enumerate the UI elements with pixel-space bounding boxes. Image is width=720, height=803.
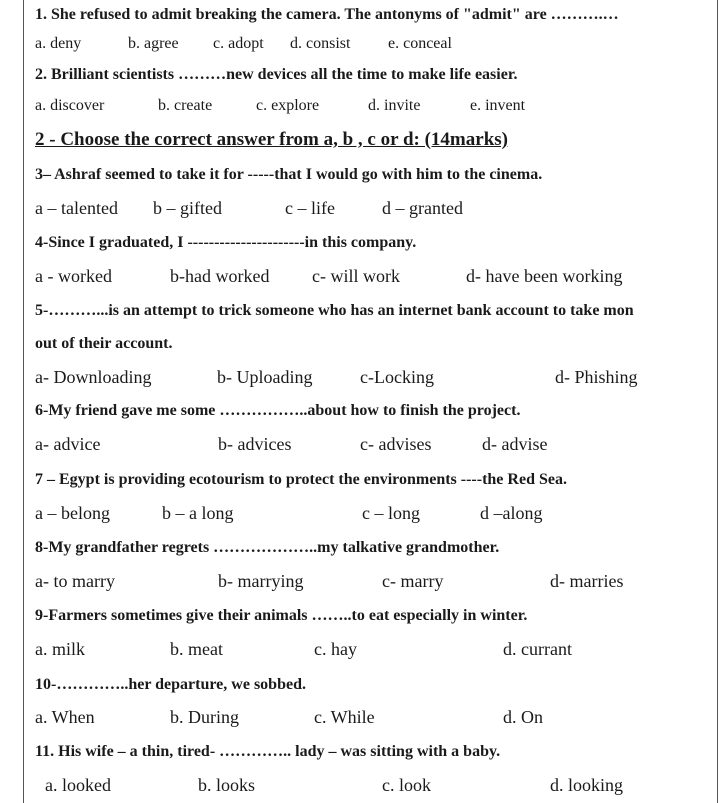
- question-10-text: 10-…………..her departure, we sobbed.: [35, 676, 306, 693]
- question-5-option-c[interactable]: c-Locking: [360, 367, 434, 387]
- right-margin-line: [717, 0, 718, 803]
- question-6-option-d[interactable]: d- advise: [482, 434, 548, 454]
- question-7-option-a[interactable]: a – belong: [35, 503, 110, 523]
- question-7-text: 7 – Egypt is providing ecotourism to protect the environments ----the Red Sea.: [35, 471, 567, 488]
- question-6-option-a[interactable]: a- advice: [35, 434, 101, 454]
- question-4-option-b[interactable]: b-had worked: [170, 266, 270, 286]
- question-9-text: 9-Farmers sometimes give their animals ……..to eat especially in winter.: [35, 607, 528, 624]
- question-7-option-b[interactable]: b – a long: [162, 503, 234, 523]
- question-1-option-e[interactable]: e. conceal: [388, 35, 452, 52]
- question-5-option-a[interactable]: a- Downloading: [35, 367, 152, 387]
- question-11-text: 11. His wife – a thin, tired- ………….. lady – was sitting with a baby.: [35, 743, 501, 760]
- question-3-text: 3– Ashraf seemed to take it for -----that I would go with him to the cinema.: [35, 166, 543, 183]
- question-10-option-b[interactable]: b. During: [170, 707, 239, 727]
- question-4-text: 4-Since I graduated, I ----------------------in this company.: [35, 234, 417, 251]
- question-5-text-line-1: 5-………...is an attempt to trick someone who has an internet bank account to take mon: [35, 302, 634, 319]
- question-3-option-d[interactable]: d – granted: [382, 198, 463, 218]
- question-9-option-b[interactable]: b. meat: [170, 639, 223, 659]
- question-7-option-c[interactable]: c – long: [362, 503, 420, 523]
- question-11-option-b[interactable]: b. looks: [198, 775, 256, 795]
- left-margin-line: [23, 0, 24, 803]
- question-3-option-a[interactable]: a – talented: [35, 198, 118, 218]
- question-4-option-c[interactable]: c- will work: [312, 266, 400, 286]
- question-2-option-c[interactable]: c. explore: [256, 97, 320, 114]
- question-8-option-a[interactable]: a- to marry: [35, 571, 115, 591]
- question-2-text: 2. Brilliant scientists ………new devices all the time to make life easier.: [35, 66, 518, 83]
- question-9-option-d[interactable]: d. currant: [503, 639, 572, 659]
- question-4-option-d[interactable]: d- have been working: [466, 266, 623, 286]
- question-3-option-c[interactable]: c – life: [285, 198, 335, 218]
- question-5-text-line-2: out of their account.: [35, 335, 173, 352]
- section-heading: 2 - Choose the correct answer from a, b , c or d: (14marks): [35, 129, 508, 150]
- question-11-option-c[interactable]: c. look: [382, 775, 431, 795]
- question-5-option-d[interactable]: d- Phishing: [555, 367, 638, 387]
- question-1-option-a[interactable]: a. deny: [35, 35, 82, 52]
- question-2-option-a[interactable]: a. discover: [35, 97, 105, 114]
- question-10-option-d[interactable]: d. On: [503, 707, 543, 727]
- question-3-option-b[interactable]: b – gifted: [153, 198, 222, 218]
- question-11-option-d[interactable]: d. looking: [550, 775, 624, 795]
- question-4-option-a[interactable]: a - worked: [35, 266, 112, 286]
- question-8-option-b[interactable]: b- marrying: [218, 571, 304, 591]
- question-5-option-b[interactable]: b- Uploading: [217, 367, 313, 387]
- question-2-option-e[interactable]: e. invent: [470, 97, 526, 114]
- question-2-option-d[interactable]: d. invite: [368, 97, 421, 114]
- question-8-text: 8-My grandfather regrets ………………..my talkative grandmother.: [35, 539, 500, 556]
- question-10-option-a[interactable]: a. When: [35, 707, 95, 727]
- question-1-option-d[interactable]: d. consist: [290, 35, 351, 52]
- question-10-option-c[interactable]: c. While: [314, 707, 375, 727]
- question-7-option-d[interactable]: d –along: [480, 503, 543, 523]
- question-9-option-a[interactable]: a. milk: [35, 639, 85, 659]
- question-11-option-a[interactable]: a. looked: [45, 775, 111, 795]
- question-1-option-b[interactable]: b. agree: [128, 35, 179, 52]
- question-8-option-d[interactable]: d- marries: [550, 571, 624, 591]
- question-9-option-c[interactable]: c. hay: [314, 639, 357, 659]
- question-6-option-b[interactable]: b- advices: [218, 434, 292, 454]
- question-6-text: 6-My friend gave me some ……………..about how to finish the project.: [35, 402, 521, 419]
- question-2-option-b[interactable]: b. create: [158, 97, 213, 114]
- question-6-option-c[interactable]: c- advises: [360, 434, 432, 454]
- question-1-option-c[interactable]: c. adopt: [213, 35, 264, 52]
- question-1-text: 1. She refused to admit breaking the camera. The antonyms of "admit" are ……….…: [35, 6, 619, 23]
- question-8-option-c[interactable]: c- marry: [382, 571, 444, 591]
